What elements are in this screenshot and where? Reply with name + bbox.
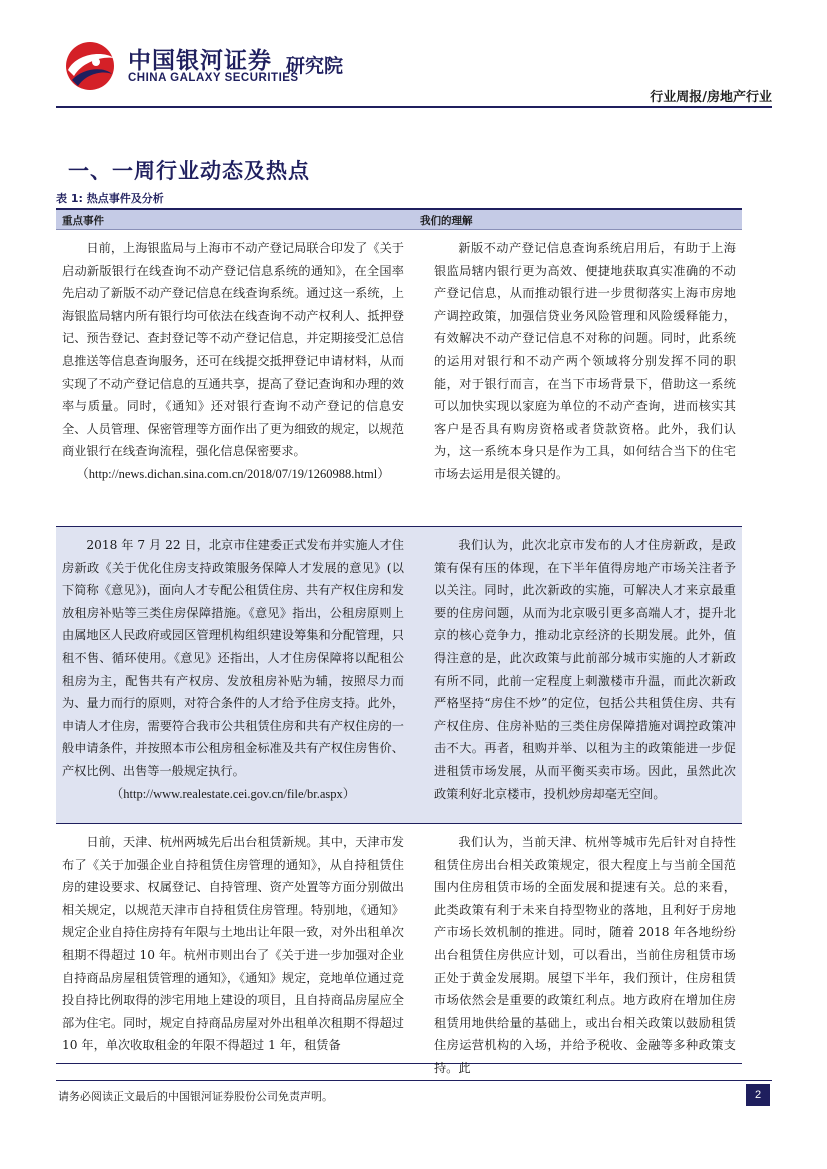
- section-title: 一、一周行业动态及热点: [68, 159, 310, 183]
- header-divider: [56, 106, 772, 108]
- table-caption: 表 1: 热点事件及分析: [56, 192, 164, 205]
- disclaimer-note: 请务必阅读正文最后的中国银河证券股份公司免责声明。: [58, 1090, 333, 1103]
- footer-divider: [56, 1080, 772, 1081]
- table-header: [56, 208, 742, 230]
- page-header: [62, 38, 772, 108]
- event-cell: [56, 527, 410, 823]
- table-row: [56, 527, 742, 824]
- event-text: 2018 年 7 月 22 日，北京市住建委正式发布并实施人才住房新政《关于优化住房支持政策服务保障人才发展的意见》(以下简称《意见》)，面向人才专配公租赁住房、共有产权住房和发放租房补贴等三类住房保障措施。《意见》指出，公租房原则上由属地区人民政府或园区管理机构组织建设筹集和分配管理，只租不售、循环使用。《意见》还指出，人才住房保障将以配租公租房为主，配售共有产权房、发放租房补贴为辅，按照尽力而为、量力而行的原则，对符合条件的人才给予住房支持。此外，申请人才住房，需要符合我市公共租赁住房和共有产权住房的一般申请条件，并按照本市公租房租金标准及共有产权住房售价、产权比例、出售等一般规定执行。: [62, 538, 404, 778]
- hot-events-table: [56, 208, 742, 1075]
- table-row: [56, 824, 742, 1075]
- analysis-text: 新版不动产登记信息查询系统启用后，有助于上海银监局辖内银行更为高效、便捷地获取真实准确的不动产登记信息，从而推动银行进一步贯彻落实上海市房地产调控政策，加强信贷业务风险管理和风险缓释能力，有效解决不动产登记信息不对称的问题。同时，此系统的运用对银行和不动产两个领域将分别发挥不同的职能，对于银行而言，在当下市场背景下，借助这一系统可以加快实现以家庭为单位的不动产查询，进而核实其客户是否具有购房资格或者贷款资格。此外，我们认为，这一系统本身只是作为工具，如何结合当下的住宅市场去运用是很关键的。: [434, 241, 736, 481]
- event-text: 日前，上海银监局与上海市不动产登记局联合印发了《关于启动新版银行在线查询不动产登记信息系统的通知》，在全国率先启动了新版不动产登记信息在线查询系统。通过这一系统，上海银监局辖内所有银行均可依法在线查询不动产权利人、抵押登记、预告登记、查封登记等不动产登记信息，并定期接受汇总信息推送等信息查询服务，还可在线提交抵押登记申请材料，从而实现了不动产登记信息的互通共享，提高了登记查询和办理的效率与质量。同时，《通知》还对银行查询不动产登记的信息安全、人员管理、保密管理等方面作出了更为细致的规定，以规范商业银行在线查询流程，强化信息保密要求。: [62, 241, 404, 459]
- event-cell: [56, 230, 410, 526]
- source-link[interactable]: （http://www.realestate.cei.gov.cn/file/br.aspx）: [110, 786, 356, 801]
- galaxy-logo-icon: [62, 40, 118, 92]
- column-header-analysis: 我们的理解: [420, 215, 473, 227]
- event-cell: [56, 824, 410, 1063]
- analysis-text: 我们认为，当前天津、杭州等城市先后针对自持性租赁住房出台相关政策规定，很大程度上与当前全国范围内住房租赁市场的全面发展和提速有关。总的来看，此类政策有利于未来自持型物业的落地，且利好于房地产市场长效机制的推进。同时，随着 2018 年各地纷纷出台租赁住房供应计划，可以看出，当前住房租赁市场正处于黄金发展期。展望下半年，我们预计，住房租赁市场依然会是重要的政策红利点。地方政府在增加住房租赁用地供给量的基础上，或出台相关政策以鼓励租赁住房运营机构的入场，并给予税收、金融等多种政策支持。此: [434, 835, 736, 1075]
- page-number: 2: [746, 1084, 770, 1106]
- analysis-cell: [410, 824, 742, 1075]
- logo-chinese-name: 中国银河证券: [128, 48, 272, 74]
- logo-english-name: CHINA GALAXY SECURITIES: [128, 72, 299, 84]
- table-row: [56, 230, 742, 527]
- institute-label: 研究院: [286, 55, 344, 77]
- analysis-cell: [410, 527, 742, 823]
- analysis-text: 我们认为，此次北京市发布的人才住房新政，是政策有保有压的体现，在下半年值得房地产市场关注者予以关注。同时，此次新政的实施，可解决人才来京最重要的住房问题，从而为北京吸引更多高端人才，提升北京的核心竞争力，推动北京经济的长期发展。此外，值得注意的是，此次政策与此前部分城市实施的人才新政有所不同，此前一定程度上刺激楼市升温，而此次新政严格坚持“房住不炒”的定位，包括公共租赁住房、共有产权住房、住房补贴的三类住房保障措施对调控政策冲击不大。再者，租购并举、以租为主的政策能进一步促进租赁市场发展，从而平衡买卖市场。因此，虽然此次政策利好北京楼市，投机炒房却毫无空间。: [434, 538, 736, 801]
- source-link[interactable]: （http://news.dichan.sina.com.cn/2018/07/19/1260988.html）: [76, 466, 390, 481]
- event-text: 日前，天津、杭州两城先后出台租赁新规。其中，天津市发布了《关于加强企业自持租赁住房管理的通知》，从自持租赁住房的建设要求、权属登记、自持管理、资产处置等方面分别做出相关规定，以规范天津市自持租赁住房管理。特别地，《通知》规定企业自持住房持有年限与土地出让年限一致，对外出租单次租期不得超过 10 年。杭州市则出台了《关于进一步加强对企业自持商品房屋租赁管理的通知》，《通知》规定，竞地单位通过竞投自持比例取得的涉宅用地上建设的项目，且自持商品房屋应全部为住宅。同时，规定自持商品房屋对外出租单次租期不得超过 10 年，单次收取租金的年限不得超过 1 年，租赁备: [62, 835, 404, 1053]
- analysis-cell: [410, 230, 742, 526]
- column-header-events: 重点事件: [62, 215, 104, 227]
- report-type-label: 行业周报/房地产行业: [650, 90, 772, 105]
